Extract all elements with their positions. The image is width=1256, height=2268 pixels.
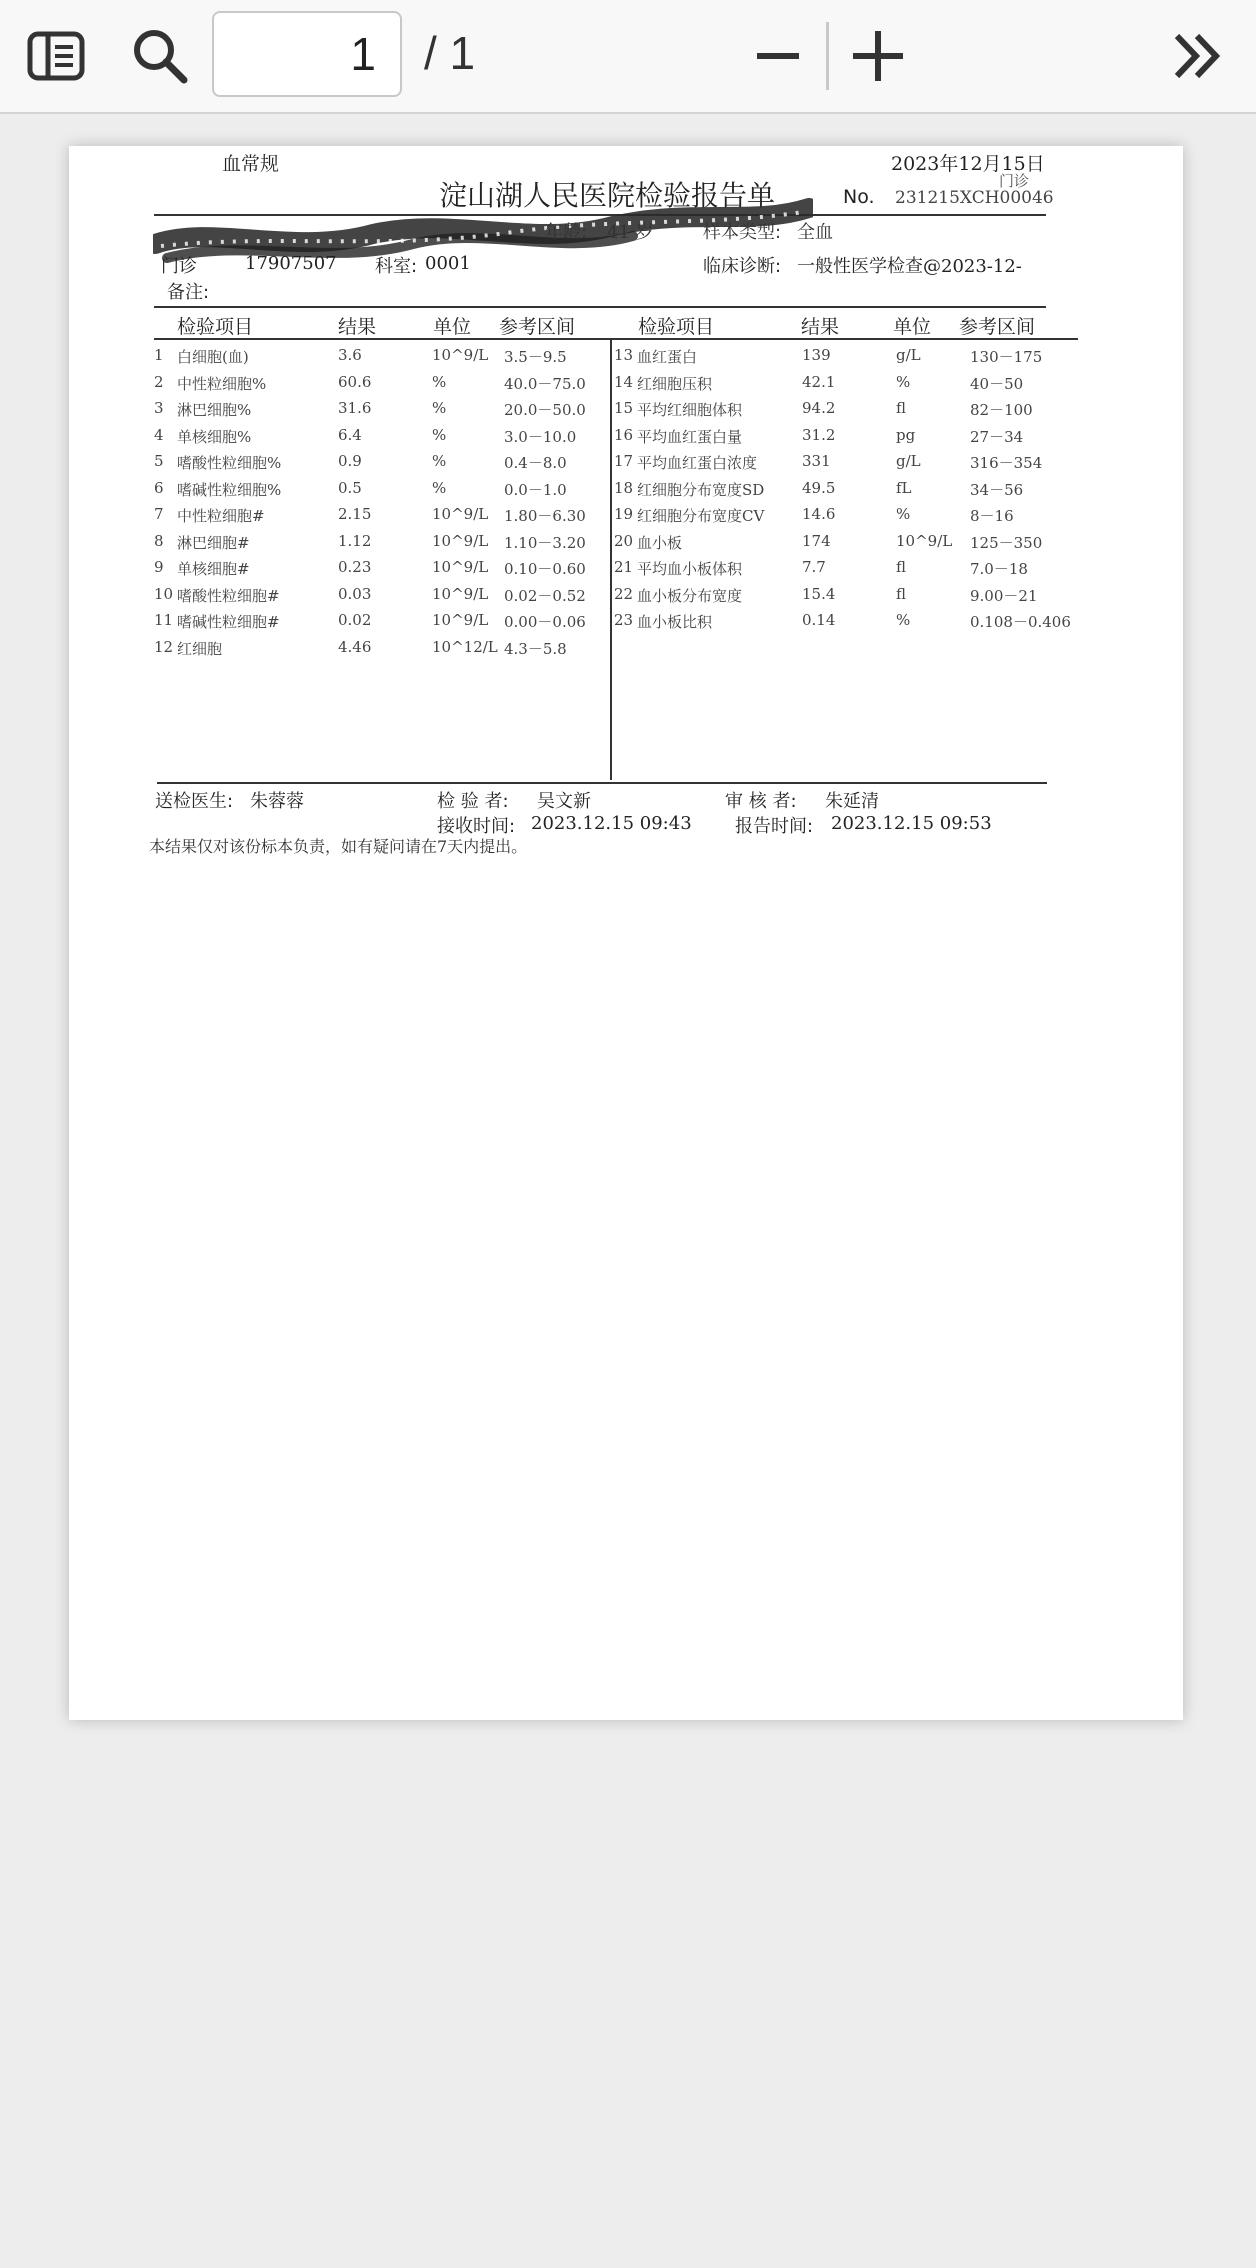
report-time-label: 报告时间: — [735, 816, 814, 837]
test-reference: 20.0－50.0 — [504, 401, 586, 419]
test-name: 平均血红蛋白量 — [637, 427, 743, 446]
test-name: 中性粒细胞% — [177, 374, 267, 393]
test-name: 平均血小板体积 — [637, 560, 743, 578]
page-total: / 1 — [424, 27, 476, 79]
row-number: 21 — [614, 558, 634, 576]
test-name: 嗜酸性粒细胞# — [177, 586, 280, 605]
zoom-out-icon[interactable] — [742, 20, 814, 92]
row-number: 4 — [154, 425, 164, 444]
col-header-unit: 单位 — [433, 316, 472, 338]
test-result: 2.15 — [338, 505, 372, 523]
outpatient-label: 门诊 — [161, 256, 197, 277]
test-reference: 1.80－6.30 — [504, 507, 586, 525]
col-header-unit: 单位 — [893, 316, 932, 338]
test-reference: 130－175 — [970, 348, 1043, 366]
test-unit: % — [896, 372, 911, 391]
test-reference: 0.02－0.52 — [504, 586, 586, 605]
row-number: 23 — [614, 611, 634, 629]
test-name: 淋巴细胞% — [177, 401, 252, 419]
row-number: 10 — [154, 584, 174, 603]
test-result: 0.03 — [338, 584, 372, 603]
age-value: 41 岁 — [607, 222, 654, 243]
test-reference: 40－50 — [970, 374, 1024, 393]
test-name: 红细胞分布宽度SD — [637, 480, 765, 499]
test-unit: g/L — [896, 452, 921, 470]
table-center-divider — [610, 340, 612, 780]
test-reference: 4.3－5.8 — [504, 639, 567, 658]
col-header-result: 结果 — [338, 316, 377, 338]
test-unit: % — [432, 372, 447, 391]
test-name: 血小板比积 — [637, 613, 713, 631]
row-number: 9 — [154, 558, 164, 576]
reviewer-label: 审 核 者: — [725, 791, 797, 812]
row-number: 3 — [154, 399, 164, 417]
row-number: 8 — [154, 531, 164, 550]
test-name: 嗜酸性粒细胞% — [177, 454, 282, 472]
test-name: 嗜碱性粒细胞% — [177, 480, 282, 499]
test-reference: 1.10－3.20 — [504, 533, 586, 552]
col-header-item: 检验项目 — [638, 316, 715, 338]
test-result: 31.2 — [802, 425, 836, 444]
test-unit: 10^9/L — [432, 558, 489, 576]
test-reference: 125－350 — [970, 533, 1043, 552]
test-reference: 0.00－0.06 — [504, 613, 586, 631]
row-number: 13 — [614, 346, 634, 364]
test-result: 3.6 — [338, 346, 362, 364]
doctor-label: 送检医生: — [155, 791, 234, 812]
remark-label: 备注: — [167, 282, 210, 303]
test-result: 15.4 — [802, 584, 836, 603]
test-reference: 3.0－10.0 — [504, 427, 577, 446]
test-result: 139 — [802, 346, 831, 364]
row-number: 1 — [154, 346, 164, 364]
diagnosis-value: 一般性医学检查@2023-12- — [797, 256, 1022, 277]
test-reference: 7.0－18 — [970, 560, 1028, 578]
test-name: 嗜碱性粒细胞# — [177, 613, 280, 631]
test-reference: 3.5－9.5 — [504, 348, 567, 366]
dept-label: 科室: — [375, 256, 418, 277]
col-header-ref: 参考区间 — [959, 316, 1036, 338]
diagnosis-label: 临床诊断: — [703, 256, 782, 277]
reviewer-value: 朱延清 — [825, 791, 879, 812]
disclaimer: 本结果仅对该份标本负责，如有疑问请在7天内提出。 — [149, 837, 528, 856]
report-title: 淀山湖人民医院检验报告单 — [439, 179, 776, 212]
test-reference: 8－16 — [970, 507, 1014, 525]
test-result: 0.23 — [338, 558, 372, 576]
no-label: No. — [843, 186, 875, 208]
test-unit: 10^9/L — [432, 584, 489, 603]
test-reference: 0.4－8.0 — [504, 454, 567, 472]
row-number: 12 — [154, 637, 174, 656]
test-reference: 316－354 — [970, 454, 1043, 472]
test-unit: 10^9/L — [896, 531, 953, 550]
row-number: 19 — [614, 505, 634, 523]
test-unit: 10^12/L — [432, 637, 498, 656]
test-result: 0.9 — [338, 452, 362, 470]
table-top-rule — [154, 306, 1046, 308]
test-unit: % — [432, 425, 447, 444]
test-reference: 40.0－75.0 — [504, 374, 586, 393]
test-result: 0.14 — [802, 611, 836, 629]
test-name: 红细胞 — [177, 639, 223, 658]
test-name: 平均红细胞体积 — [637, 401, 743, 419]
test-reference: 0.10－0.60 — [504, 560, 586, 578]
test-name: 单核细胞# — [177, 560, 250, 578]
row-number: 14 — [614, 372, 634, 391]
examiner-value: 吴文新 — [537, 791, 591, 812]
col-header-result: 结果 — [801, 316, 840, 338]
test-result: 14.6 — [802, 505, 836, 523]
test-name: 红细胞分布宽度CV — [637, 507, 765, 525]
test-unit: fL — [896, 478, 912, 497]
test-name: 淋巴细胞# — [177, 533, 250, 552]
test-name: 血红蛋白 — [637, 348, 698, 366]
sample-type-label: 样本类型: — [703, 222, 782, 243]
age-label: 年龄: — [545, 222, 588, 243]
row-number: 18 — [614, 478, 634, 497]
test-result: 6.4 — [338, 425, 362, 444]
test-name: 单核细胞% — [177, 427, 252, 446]
test-result: 7.7 — [802, 558, 826, 576]
row-number: 11 — [154, 611, 174, 629]
pdf-toolbar — [0, 0, 1256, 114]
test-reference: 27－34 — [970, 427, 1024, 446]
test-unit: 10^9/L — [432, 531, 489, 550]
test-reference: 34－56 — [970, 480, 1024, 499]
test-name: 白细胞(血) — [177, 348, 249, 366]
test-reference: 82－100 — [970, 401, 1033, 419]
test-result: 0.5 — [338, 478, 362, 497]
test-result: 49.5 — [802, 478, 836, 497]
col-header-item: 检验项目 — [177, 316, 254, 338]
test-reference: 0.108－0.406 — [970, 613, 1071, 631]
row-number: 2 — [154, 372, 164, 391]
row-number: 20 — [614, 531, 634, 550]
test-name: 红细胞压积 — [637, 374, 713, 393]
test-result: 331 — [802, 452, 831, 470]
test-unit: % — [896, 505, 911, 523]
test-result: 94.2 — [802, 399, 836, 417]
dept-value: 0001 — [425, 253, 471, 274]
row-number: 7 — [154, 505, 164, 523]
row-number: 5 — [154, 452, 164, 470]
report-time-value: 2023.12.15 09:53 — [831, 813, 992, 834]
report-number: 231215XCH00046 — [895, 188, 1054, 208]
zoom-in-icon[interactable] — [842, 20, 914, 92]
test-unit: % — [432, 399, 447, 417]
test-unit: 10^9/L — [432, 346, 489, 364]
search-icon[interactable] — [124, 20, 196, 92]
examiner-label: 检 验 者: — [437, 791, 509, 812]
row-number: 15 — [614, 399, 634, 417]
test-result: 42.1 — [802, 372, 836, 391]
test-result: 0.02 — [338, 611, 372, 629]
table-header-rule — [154, 338, 1078, 340]
page-number-input[interactable] — [212, 11, 402, 97]
sidebar-toggle-icon[interactable] — [20, 20, 92, 92]
doc-type: 血常规 — [222, 153, 280, 175]
toolbar-divider — [826, 22, 829, 90]
outpatient-number: 17907507 — [245, 253, 337, 274]
test-unit: fl — [896, 558, 907, 576]
test-unit: pg — [896, 425, 916, 444]
test-unit: 10^9/L — [432, 611, 489, 629]
sample-type-value: 全血 — [797, 222, 833, 243]
test-reference: 0.0－1.0 — [504, 480, 567, 499]
test-unit: fl — [896, 584, 907, 603]
report-page — [69, 146, 1183, 1720]
test-unit: % — [432, 452, 447, 470]
row-number: 22 — [614, 584, 634, 603]
test-unit: 10^9/L — [432, 505, 489, 523]
test-name: 血小板分布宽度 — [637, 586, 743, 605]
more-tools-icon[interactable] — [1162, 20, 1234, 92]
test-name: 平均血红蛋白浓度 — [637, 454, 758, 472]
test-result: 60.6 — [338, 372, 372, 391]
receive-time-value: 2023.12.15 09:43 — [531, 813, 692, 834]
test-reference: 9.00－21 — [970, 586, 1038, 605]
row-number: 6 — [154, 478, 164, 497]
receive-time-label: 接收时间: — [437, 816, 516, 837]
test-name: 血小板 — [637, 533, 683, 552]
test-result: 31.6 — [338, 399, 372, 417]
test-name: 中性粒细胞# — [177, 507, 265, 525]
test-unit: % — [432, 478, 447, 497]
col-header-ref: 参考区间 — [499, 316, 576, 338]
doctor-value: 朱蓉蓉 — [250, 791, 304, 812]
row-number: 16 — [614, 425, 634, 444]
test-unit: g/L — [896, 346, 921, 364]
test-unit: fl — [896, 399, 907, 417]
row-number: 17 — [614, 452, 634, 470]
report-date: 2023年12月15日 — [891, 153, 1045, 175]
visit-type: 门诊 — [999, 172, 1030, 190]
test-unit: % — [896, 611, 911, 629]
test-result: 1.12 — [338, 531, 372, 550]
table-bottom-rule — [157, 782, 1047, 784]
test-result: 174 — [802, 531, 831, 550]
test-result: 4.46 — [338, 637, 372, 656]
